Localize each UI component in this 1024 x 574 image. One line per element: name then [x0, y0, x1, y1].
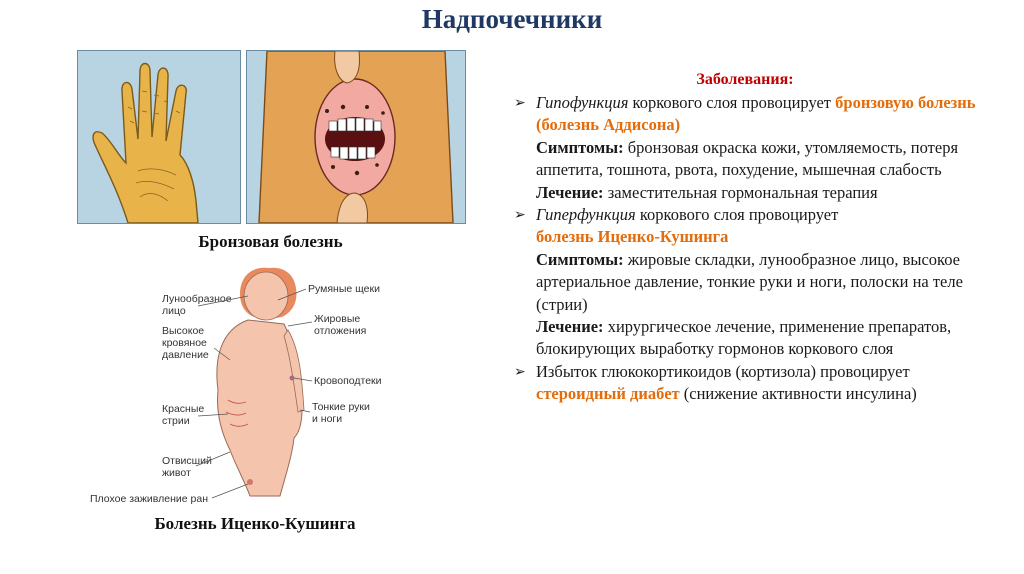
symptoms-text-1: бронзовая окраска кожи, утомляемость, потеря аппетита, тошнота, рвота, похудение, мышечная слабость — [536, 137, 959, 180]
hypofunction-term: Гипофункция — [536, 93, 629, 112]
slide-title: Надпочечники — [421, 4, 603, 34]
steroid-diabetes-highlight: стероидный диабет — [536, 384, 680, 404]
label-high-bp-line1: Высокое — [162, 325, 205, 337]
arrow-bullet-icon: ➢ — [514, 363, 526, 380]
label-red-cheeks: Румяные щеки — [308, 283, 380, 295]
symptoms-label-1: Симптомы: — [536, 137, 624, 157]
label-belly-line1: Отвисший — [162, 455, 212, 467]
label-fat-deposits-line1: Жировые — [314, 313, 361, 325]
bullet-hypofunction — [510, 92, 980, 204]
bronze-hand-illustration — [77, 50, 241, 224]
treatment-label-1: Лечение: — [536, 182, 604, 202]
hypofunction-lead: коркового слоя провоцирует — [628, 93, 836, 112]
bullet-glucocorticoids — [510, 361, 980, 406]
label-wound-healing: Плохое заживление ран — [90, 493, 208, 505]
arrow-bullet-icon: ➢ — [514, 207, 526, 224]
bullet-hyperfunction — [510, 204, 980, 361]
glucocorticoids-lead: Избыток глюкокортикоидов (кортизола) провоцирует — [536, 361, 910, 381]
addison-disease-highlight: бронзовую болезнь (болезнь Аддисона) — [536, 93, 976, 135]
treatment-text-2: хирургическое лечение, применение препаратов, блокирующих выработку гормонов коркового слоя — [536, 317, 952, 359]
hyperfunction-lead: коркового слоя провоцирует — [635, 205, 839, 225]
label-fat-deposits-line2: отложения — [314, 325, 367, 337]
diseases-text-block — [510, 70, 980, 406]
caption-cushing-disease: Болезнь Иценко-Кушинга — [154, 514, 356, 533]
mouth-pigmentation-illustration — [246, 50, 466, 224]
label-thin-limbs-line1: Тонкие руки — [312, 401, 370, 413]
label-thin-limbs-line2: и ноги — [312, 413, 343, 425]
label-bruises: Кровоподтеки — [314, 375, 382, 387]
glucocorticoids-tail: (снижение активности инсулина) — [679, 384, 917, 404]
label-red-striae-line2: стрии — [162, 415, 190, 427]
label-belly-line2: живот — [162, 467, 191, 479]
label-high-bp-line2: кровяное — [162, 337, 207, 349]
treatment-label-2: Лечение: — [536, 317, 604, 337]
diseases-heading: Заболевания: — [696, 71, 794, 88]
cushing-body-illustration — [80, 260, 410, 510]
cushing-disease-highlight: болезнь Иценко-Кушинга — [536, 227, 729, 247]
symptoms-label-2: Симптомы: — [536, 249, 624, 269]
arrow-bullet-icon: ➢ — [514, 95, 526, 111]
label-high-bp-line3: давление — [162, 349, 209, 361]
label-moon-face-line1: Лунообразное — [162, 293, 232, 305]
caption-bronze-disease: Бронзовая болезнь — [198, 232, 343, 251]
label-red-striae-line1: Красные — [162, 403, 205, 415]
treatment-text-1: заместительная гормональная терапия — [603, 182, 878, 202]
symptoms-text-2: жировые складки, лунообразное лицо, высокое артериальное давление, тонкие руки и ноги, полоски на теле (стрии) — [536, 249, 963, 314]
hyperfunction-term: Гиперфункция — [536, 205, 636, 225]
label-moon-face-line2: лицо — [162, 305, 186, 317]
